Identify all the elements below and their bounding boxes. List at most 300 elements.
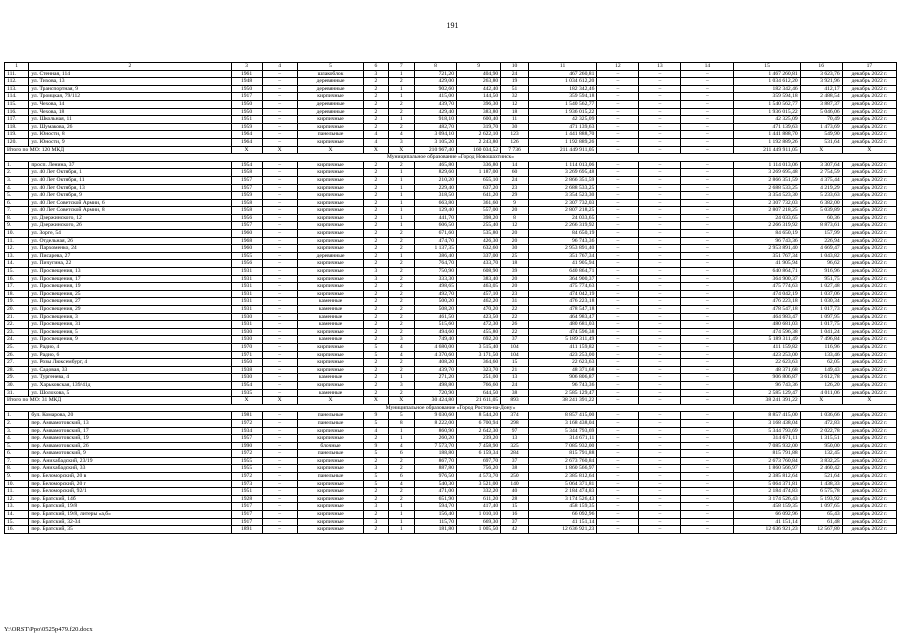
table-cell: 2 266 319,92 [528,222,597,230]
table-cell: – [681,252,734,260]
table-cell: – [262,435,297,443]
table-cell: 12 636 921,23 [528,526,597,534]
table-cell: 2 022,78 [800,427,842,435]
table-cell: 1 034 612,20 [734,78,800,86]
table-cell: 1. [5,161,29,169]
table-cell: 2 953 891,40 [528,245,597,253]
table-cell: декабрь 2022 г. [842,214,896,222]
table-cell: 16. [5,275,29,283]
table-row [5,427,897,435]
table-cell: 1954 [231,161,262,169]
section-title: Муниципальное образование «Город Новошахтинск» [5,154,897,162]
table-cell: 112. [5,78,29,86]
table-cell: – [639,450,681,458]
table-row [5,435,897,443]
table-cell: 2 866 351,59 [528,176,597,184]
table-cell: – [262,427,297,435]
table-cell: 48 371,68 [528,366,597,374]
table-cell: 1958 [231,169,262,177]
table-cell: 239,20 [457,435,501,443]
table-cell: 411 159,82 [528,343,597,351]
total-cell: X [388,397,415,405]
table-cell: – [262,412,297,420]
table-row [5,199,897,207]
table-cell: 651,90 [415,495,457,503]
table-cell: ул. Просвещения, 17 [29,275,231,283]
table-cell: 9. [5,473,29,481]
table-cell: декабрь 2022 г. [842,419,896,427]
table-cell: – [597,93,639,101]
table-cell: декабрь 2022 г. [842,427,896,435]
total-cell: 893 [501,397,529,405]
table-cell: 260,20 [415,435,457,443]
table-cell: – [639,495,681,503]
table-row [5,321,897,329]
table-cell: 24 [501,381,529,389]
table-cell: – [681,283,734,291]
table-cell: 472,30 [457,321,501,329]
table-cell: 640 864,71 [528,268,597,276]
table-cell: 2 [364,298,388,306]
table-row [5,222,897,230]
table-row [5,389,897,397]
table-cell: 2 [364,237,388,245]
table-cell: 5 [364,419,388,427]
table-cell: 3 174 526,43 [734,495,800,503]
table-cell: 41 151,14 [528,518,597,526]
table-cell: декабрь 2022 г. [842,268,896,276]
table-cell: 2 [364,252,388,260]
table-cell: 42 [501,526,529,534]
table-cell: – [681,93,734,101]
table-cell: пер. Братский, 19/8 [29,503,231,511]
table-cell: 2 [364,222,388,230]
table-cell: 1 192 889,26 [734,138,800,146]
table-row [5,252,897,260]
table-cell: – [639,381,681,389]
table-cell: кирпичные [297,192,363,200]
table-cell: 114. [5,93,29,101]
table-cell: 314 671,11 [734,435,800,443]
table-cell: 1917 [231,93,262,101]
table-cell: 2 [364,359,388,367]
table-cell: 1 097,65 [800,503,842,511]
table-cell: бул. Комарова, 20 [29,412,231,420]
table-cell: 3 094,10 [415,131,457,139]
table-cell: декабрь 2022 г. [842,298,896,306]
table-cell: декабрь 2022 г. [842,473,896,481]
table-cell: 8. [5,214,29,222]
table-cell: кирпичные [297,123,363,131]
table-cell: 2 [364,526,388,534]
total-cell: X [262,397,297,405]
table-cell: 25 [501,252,529,260]
table-cell: ул. Харьковская, 139/41д [29,381,231,389]
table-cell: 2 [388,283,415,291]
table-cell: 3 [364,518,388,526]
table-cell: 1 010,10 [457,511,501,519]
table-cell: 3. [5,176,29,184]
table-cell: 116,96 [800,343,842,351]
table-cell: 1950 [231,85,262,93]
table-cell: 6 382,00 [800,199,842,207]
table-cell: пер. Амвамотовский, 19 [29,435,231,443]
table-cell: ул. 40 Лет Советской Армии, 6 [29,199,231,207]
table-cell: 471,00 [415,488,457,496]
table-cell: – [262,503,297,511]
table-cell: – [639,374,681,382]
table-cell: кирпичные [297,359,363,367]
column-number: 17 [842,63,896,71]
table-cell: 2 [364,260,388,268]
table-cell: – [681,131,734,139]
table-cell: декабрь 2022 г. [842,192,896,200]
table-cell: – [681,351,734,359]
table-cell: 2 [364,93,388,101]
table-cell: 1970 [231,343,262,351]
table-cell: – [639,442,681,450]
table-cell: 480 681,03 [734,321,800,329]
total-cell: 7 736 [501,146,529,154]
table-cell: – [597,131,639,139]
column-number-row [5,63,897,71]
table-cell: – [262,268,297,276]
table-cell: – [597,169,639,177]
table-cell: кирпичные [297,366,363,374]
table-cell: 22 [501,328,529,336]
table-cell: – [262,419,297,427]
table-cell: – [597,70,639,78]
table-cell: – [681,245,734,253]
table-cell: – [639,412,681,420]
table-cell: – [681,511,734,519]
table-cell: 2 [364,495,388,503]
table-cell: 1 114 013,06 [528,161,597,169]
table-cell: 2 266 319,92 [734,222,800,230]
table-cell: 6 [388,473,415,481]
table-cell: – [262,78,297,86]
table-cell: 2 [388,260,415,268]
table-cell: 3 [364,275,388,283]
total-cell: X [364,397,388,405]
table-cell: декабрь 2022 г. [842,260,896,268]
table-cell: – [681,184,734,192]
table-cell: 1 041,24 [800,328,842,336]
table-cell: 2 585 129,47 [528,389,597,397]
table-cell: 20 [501,275,529,283]
table-cell: – [681,359,734,367]
table-row [5,161,897,169]
table-cell: – [597,343,639,351]
table-cell: 1954 [231,381,262,389]
table-cell: 2 [364,488,388,496]
table-cell: – [639,222,681,230]
table-cell: – [597,298,639,306]
total-cell: Итого по МО: 120 МКД [5,146,232,154]
table-row [5,503,897,511]
table-cell: декабрь 2022 г. [842,252,896,260]
table-cell: – [681,275,734,283]
table-cell: 474 042,19 [734,290,800,298]
table-cell: декабрь 2022 г. [842,116,896,124]
table-cell: 7. [5,207,29,215]
table-cell: 23 [501,184,529,192]
column-number: 10 [501,63,529,71]
table-cell: – [262,85,297,93]
table-cell: ул. Стенная, 114 [29,70,231,78]
table-cell: 2 [364,290,388,298]
table-cell: 96 743,36 [734,237,800,245]
table-cell: 1971 [231,351,262,359]
table-cell: 2 [364,457,388,465]
table-row [5,511,897,519]
table-cell: 415,00 [415,93,457,101]
table-cell: 1 [388,169,415,177]
table-cell: 1917 [231,503,262,511]
table-cell: 417,40 [457,503,501,511]
table-cell: 8 [388,419,415,427]
table-cell: 906 806,87 [734,374,800,382]
table-row [5,495,897,503]
table-cell: 182 342,46 [528,85,597,93]
table-cell: 30 [501,123,529,131]
table-cell: – [262,298,297,306]
table-cell: 1931 [231,283,262,291]
column-number: 15 [734,63,800,71]
table-cell: 429,40 [415,108,457,116]
table-cell: декабрь 2022 г. [842,161,896,169]
table-cell: – [262,381,297,389]
table-cell: 411 159,82 [734,343,800,351]
table-cell: 8 857 415,00 [528,412,597,420]
table-cell: – [262,442,297,450]
table-cell: 1 438,33 [800,480,842,488]
table-cell: панельные [297,473,363,481]
table-cell: 906 806,87 [528,374,597,382]
table-cell: кирпичные [297,169,363,177]
table-cell: 3 623,76 [800,70,842,78]
table-cell: 4. [5,184,29,192]
table-cell: 1 [388,176,415,184]
table-cell: 5 344 793,69 [734,427,800,435]
table-cell: – [639,435,681,443]
table-row [5,123,897,131]
table-cell: 1935 [231,389,262,397]
table-cell: ул. Просвещения, 29 [29,306,231,314]
table-cell: 549,90 [800,131,842,139]
table-cell: кирпичные [297,435,363,443]
table-cell: 156,40 [415,511,457,519]
table-cell: 1 473,69 [800,123,842,131]
table-cell: 902,60 [415,85,457,93]
total-cell: X [297,397,363,405]
table-cell: 1 114 013,06 [734,161,800,169]
table-cell: 1 [388,435,415,443]
table-cell: 263,80 [457,78,501,86]
table-cell: кирпичные [297,230,363,238]
table-cell: декабрь 2022 г. [842,290,896,298]
table-cell: 8 544,20 [457,412,501,420]
table-cell: 188,80 [415,450,457,458]
table-cell: 1 027,48 [800,283,842,291]
table-cell: 1951 [231,488,262,496]
table-cell: – [681,85,734,93]
table-cell: 332,20 [457,488,501,496]
table-cell: 9. [5,222,29,230]
table-cell: 2 [388,465,415,473]
table-cell: 398,20 [457,214,501,222]
table-cell: 13 [501,435,529,443]
column-number: 3 [231,63,262,71]
table-cell: 31. [5,389,29,397]
table-cell: 1931 [231,268,262,276]
table-cell: – [639,116,681,124]
table-cell: 65,43 [800,511,842,519]
table-cell: ул. Отдельная, 26 [29,237,231,245]
table-cell: 471 139,63 [734,123,800,131]
table-cell: 3 612,78 [800,374,842,382]
table-cell: 25. [5,343,29,351]
table-cell: 284 [501,450,529,458]
table-cell: 1934 [231,427,262,435]
table-cell: 4 [388,442,415,450]
table-cell: декабрь 2022 г. [842,138,896,146]
table-cell: 671,60 [415,230,457,238]
table-cell: 14 [501,161,529,169]
table-cell: 2 [364,283,388,291]
table-cell: – [262,275,297,283]
table-cell: декабрь 2022 г. [842,351,896,359]
table-row [5,207,897,215]
table-cell: декабрь 2022 г. [842,336,896,344]
total-cell: – [639,397,681,405]
table-cell: 2 [388,488,415,496]
table-cell: 463,05 [457,283,501,291]
table-cell: 2 [388,457,415,465]
table-cell: 1 [388,199,415,207]
table-cell: 255,40 [457,222,501,230]
table-cell: – [262,526,297,534]
table-cell: 22 623,63 [734,359,800,367]
table-cell: 2 [364,199,388,207]
total-row [5,146,897,154]
table-cell: кирпичные [297,495,363,503]
table-cell: 508,20 [415,306,457,314]
table-row [5,192,897,200]
table-cell: 404,90 [457,70,501,78]
table-cell: 364,60 [457,359,501,367]
table-row [5,366,897,374]
table-cell: 386,40 [415,252,457,260]
table-row [5,184,897,192]
table-cell: 815 791,88 [528,450,597,458]
table-cell: 1 936 015,22 [734,108,800,116]
table-cell: 359 594,18 [528,93,597,101]
table-cell: 3 521,00 [457,480,501,488]
table-cell: – [639,199,681,207]
table-cell: 18. [5,290,29,298]
table-cell: – [597,290,639,298]
table-cell: 118. [5,123,29,131]
table-cell: 2 [364,366,388,374]
table-cell: 60 [501,169,529,177]
table-cell: кирпичные [297,526,363,534]
table-cell: ул. Просвещения, 31 [29,321,231,329]
table-cell: 22 [501,306,529,314]
table-row [5,488,897,496]
table-cell: 2 [388,100,415,108]
table-cell: 829,60 [415,169,457,177]
table-cell: 1972 [231,419,262,427]
table-cell: 5 [364,343,388,351]
table-cell: – [681,495,734,503]
table-cell: – [681,108,734,116]
table-cell: 2 [388,108,415,116]
table-cell: 12. [5,495,29,503]
table-cell: – [597,123,639,131]
table-cell: 1 037,06 [800,290,842,298]
table-row [5,283,897,291]
table-cell: 20. [5,306,29,314]
table-cell: – [597,488,639,496]
table-cell: кирпичные [297,176,363,184]
table-cell: 1964 [231,138,262,146]
table-cell: 3 921,96 [800,78,842,86]
column-number: 13 [639,63,681,71]
table-cell: 1958 [231,199,262,207]
table-cell: 2 [364,100,388,108]
table-cell: 1972 [231,473,262,481]
table-cell: декабрь 2022 г. [842,237,896,245]
table-cell: – [597,480,639,488]
table-cell: декабрь 2022 г. [842,366,896,374]
table-cell: 1931 [231,290,262,298]
table-row [5,336,897,344]
table-row [5,275,897,283]
table-cell: декабрь 2022 г. [842,511,896,519]
table-row [5,306,897,314]
table-cell: 1 034 612,20 [528,78,597,86]
table-cell: 5 [364,351,388,359]
table-cell: 119. [5,131,29,139]
table-cell: 1931 [231,321,262,329]
table-cell: 749,40 [415,336,457,344]
table-row [5,465,897,473]
total-cell: 38 241 391,22 [528,397,597,405]
table-cell: – [639,70,681,78]
table-cell: 951,75 [800,275,842,283]
table-cell: 1931 [231,298,262,306]
table-cell: 21 [501,366,529,374]
table-cell: пер. Анихабадский, 23/19 [29,457,231,465]
table-cell: 1 [388,252,415,260]
table-cell: декабрь 2022 г. [842,230,896,238]
column-number: 14 [681,63,734,71]
table-cell: декабрь 2022 г. [842,207,896,215]
table-cell: 1. [5,412,29,420]
table-cell: просп. Ленина, 37 [29,161,231,169]
table-cell: 5 [388,412,415,420]
table-cell: ул. 40 Лет Октября, 9 [29,192,231,200]
table-cell: деревянные [297,252,363,260]
table-cell: ул. 40 Лет Октября, 1 [29,169,231,177]
total-cell: – [597,146,639,154]
table-cell: – [639,488,681,496]
table-cell: – [681,237,734,245]
table-cell: 606,50 [415,222,457,230]
table-cell: кирпичные [297,260,363,268]
table-cell: 478 547,18 [528,306,597,314]
